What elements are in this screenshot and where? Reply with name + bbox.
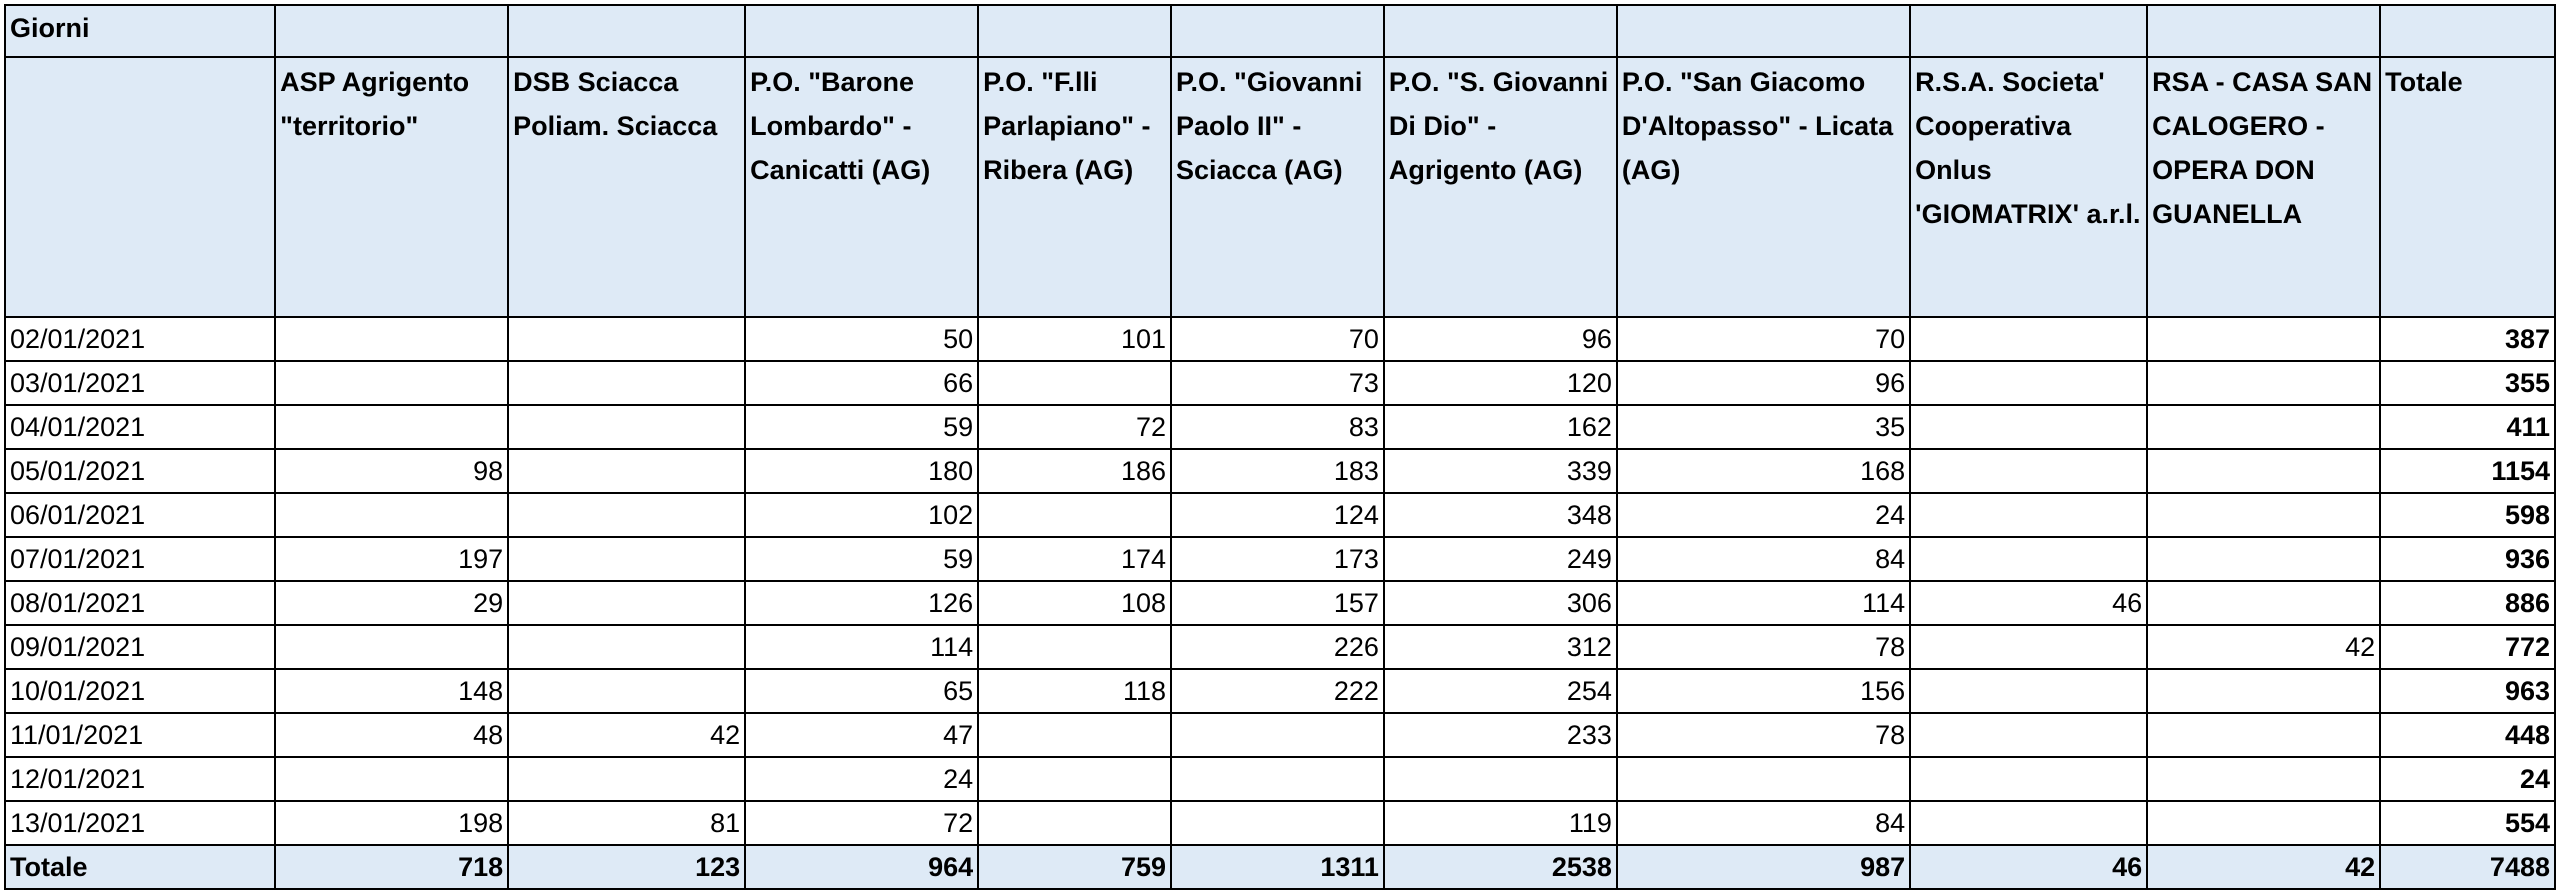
value-cell[interactable]: 29 xyxy=(275,581,508,625)
table-row xyxy=(5,669,2555,713)
value-cell[interactable] xyxy=(1910,493,2147,537)
row-total-cell[interactable]: 772 xyxy=(2380,625,2555,669)
value-cell[interactable]: 124 xyxy=(1171,493,1384,537)
value-cell[interactable]: 50 xyxy=(745,317,978,361)
row-total-cell[interactable]: 387 xyxy=(2380,317,2555,361)
column-header-rsa-san-calogero[interactable]: RSA - CASA SAN CALOGERO - OPERA DON GUANELLA xyxy=(2147,57,2380,317)
header-cell-blank[interactable] xyxy=(2380,5,2555,57)
value-cell[interactable] xyxy=(1910,713,2147,757)
value-cell[interactable] xyxy=(508,493,745,537)
row-total-cell[interactable]: 963 xyxy=(2380,669,2555,713)
column-header-po-canicatti[interactable]: P.O. "Barone Lombardo" - Canicatti (AG) xyxy=(745,57,978,317)
table-row xyxy=(5,449,2555,493)
value-cell[interactable]: 35 xyxy=(1617,405,1910,449)
column-total-cell[interactable]: 987 xyxy=(1617,845,1910,889)
value-cell[interactable]: 249 xyxy=(1384,537,1617,581)
value-cell[interactable]: 312 xyxy=(1384,625,1617,669)
value-cell[interactable]: 148 xyxy=(275,669,508,713)
value-cell[interactable] xyxy=(275,405,508,449)
value-cell[interactable]: 59 xyxy=(745,537,978,581)
value-cell[interactable]: 114 xyxy=(745,625,978,669)
value-cell[interactable] xyxy=(275,625,508,669)
value-cell[interactable]: 348 xyxy=(1384,493,1617,537)
value-cell[interactable] xyxy=(2147,801,2380,845)
value-cell[interactable]: 42 xyxy=(508,713,745,757)
value-cell[interactable] xyxy=(2147,537,2380,581)
date-cell[interactable]: 09/01/2021 xyxy=(5,625,275,669)
value-cell[interactable]: 84 xyxy=(1617,537,1910,581)
value-cell[interactable] xyxy=(275,493,508,537)
value-cell[interactable] xyxy=(508,669,745,713)
column-header-po-ribera[interactable]: P.O. "F.lli Parlapiano" - Ribera (AG) xyxy=(978,57,1171,317)
value-cell[interactable] xyxy=(978,361,1171,405)
value-cell[interactable]: 70 xyxy=(1171,317,1384,361)
value-cell[interactable] xyxy=(1910,361,2147,405)
header-row-top xyxy=(5,5,2555,57)
value-cell[interactable]: 101 xyxy=(978,317,1171,361)
value-cell[interactable] xyxy=(1171,713,1384,757)
column-header-totale[interactable]: Totale xyxy=(2380,57,2555,317)
value-cell[interactable] xyxy=(1384,757,1617,801)
value-cell[interactable]: 81 xyxy=(508,801,745,845)
value-cell[interactable] xyxy=(275,757,508,801)
date-cell[interactable]: 08/01/2021 xyxy=(5,581,275,625)
value-cell[interactable]: 254 xyxy=(1384,669,1617,713)
value-cell[interactable]: 222 xyxy=(1171,669,1384,713)
value-cell[interactable]: 306 xyxy=(1384,581,1617,625)
value-cell[interactable]: 173 xyxy=(1171,537,1384,581)
column-total-cell[interactable]: 718 xyxy=(275,845,508,889)
value-cell[interactable] xyxy=(508,317,745,361)
value-cell[interactable]: 78 xyxy=(1617,713,1910,757)
table-row xyxy=(5,361,2555,405)
value-cell[interactable]: 119 xyxy=(1384,801,1617,845)
date-cell[interactable]: 03/01/2021 xyxy=(5,361,275,405)
value-cell[interactable]: 42 xyxy=(2147,625,2380,669)
value-cell[interactable] xyxy=(2147,669,2380,713)
value-cell[interactable] xyxy=(508,581,745,625)
table-row xyxy=(5,493,2555,537)
row-total-cell[interactable]: 355 xyxy=(2380,361,2555,405)
value-cell[interactable] xyxy=(1910,537,2147,581)
value-cell[interactable]: 120 xyxy=(1384,361,1617,405)
value-cell[interactable] xyxy=(1171,757,1384,801)
value-cell[interactable]: 96 xyxy=(1617,361,1910,405)
value-cell[interactable]: 339 xyxy=(1384,449,1617,493)
value-cell[interactable]: 46 xyxy=(1910,581,2147,625)
column-header-asp-agrigento[interactable]: ASP Agrigento "territorio" xyxy=(275,57,508,317)
value-cell[interactable]: 183 xyxy=(1171,449,1384,493)
value-cell[interactable]: 162 xyxy=(1384,405,1617,449)
value-cell[interactable] xyxy=(508,405,745,449)
corner-label[interactable]: Giorni xyxy=(5,5,275,57)
value-cell[interactable]: 233 xyxy=(1384,713,1617,757)
value-cell[interactable]: 78 xyxy=(1617,625,1910,669)
value-cell[interactable] xyxy=(275,361,508,405)
totals-row xyxy=(5,845,2555,889)
row-total-cell[interactable]: 886 xyxy=(2380,581,2555,625)
value-cell[interactable] xyxy=(508,757,745,801)
date-cell[interactable]: 06/01/2021 xyxy=(5,493,275,537)
column-total-cell[interactable]: 759 xyxy=(978,845,1171,889)
date-cell[interactable]: 10/01/2021 xyxy=(5,669,275,713)
value-cell[interactable] xyxy=(1910,801,2147,845)
value-cell[interactable] xyxy=(1171,801,1384,845)
value-cell[interactable] xyxy=(978,757,1171,801)
value-cell[interactable]: 98 xyxy=(275,449,508,493)
value-cell[interactable]: 114 xyxy=(1617,581,1910,625)
value-cell[interactable]: 47 xyxy=(745,713,978,757)
row-total-cell[interactable]: 936 xyxy=(2380,537,2555,581)
header-cell-blank[interactable] xyxy=(1910,5,2147,57)
date-cell[interactable]: 12/01/2021 xyxy=(5,757,275,801)
value-cell[interactable]: 72 xyxy=(978,405,1171,449)
row-total-cell[interactable]: 598 xyxy=(2380,493,2555,537)
table-row xyxy=(5,801,2555,845)
value-cell[interactable] xyxy=(2147,317,2380,361)
value-cell[interactable]: 102 xyxy=(745,493,978,537)
value-cell[interactable]: 72 xyxy=(745,801,978,845)
date-cell[interactable]: 07/01/2021 xyxy=(5,537,275,581)
header-cell-blank[interactable] xyxy=(275,5,508,57)
value-cell[interactable] xyxy=(508,537,745,581)
value-cell[interactable] xyxy=(275,317,508,361)
value-cell[interactable]: 156 xyxy=(1617,669,1910,713)
value-cell[interactable] xyxy=(1910,757,2147,801)
value-cell[interactable] xyxy=(1910,317,2147,361)
date-cell[interactable]: 11/01/2021 xyxy=(5,713,275,757)
value-cell[interactable] xyxy=(2147,361,2380,405)
value-cell[interactable] xyxy=(2147,757,2380,801)
value-cell[interactable] xyxy=(2147,449,2380,493)
column-total-cell[interactable]: 42 xyxy=(2147,845,2380,889)
table-row xyxy=(5,405,2555,449)
table-row xyxy=(5,713,2555,757)
value-cell[interactable]: 66 xyxy=(745,361,978,405)
value-cell[interactable]: 198 xyxy=(275,801,508,845)
header-cell-blank[interactable] xyxy=(1384,5,1617,57)
column-header-po-agrigento[interactable]: P.O. "S. Giovanni Di Dio" - Agrigento (AG) xyxy=(1384,57,1617,317)
column-total-cell[interactable]: 123 xyxy=(508,845,745,889)
date-cell[interactable]: 02/01/2021 xyxy=(5,317,275,361)
row-total-cell[interactable]: 448 xyxy=(2380,713,2555,757)
value-cell[interactable]: 226 xyxy=(1171,625,1384,669)
value-cell[interactable]: 84 xyxy=(1617,801,1910,845)
column-total-cell[interactable]: 964 xyxy=(745,845,978,889)
header-cell-blank[interactable] xyxy=(745,5,978,57)
value-cell[interactable] xyxy=(2147,405,2380,449)
table-row xyxy=(5,537,2555,581)
value-cell[interactable] xyxy=(508,361,745,405)
value-cell[interactable]: 126 xyxy=(745,581,978,625)
value-cell[interactable] xyxy=(978,625,1171,669)
value-cell[interactable]: 24 xyxy=(745,757,978,801)
value-cell[interactable]: 168 xyxy=(1617,449,1910,493)
header-cell-blank[interactable] xyxy=(978,5,1171,57)
table-row xyxy=(5,317,2555,361)
value-cell[interactable]: 197 xyxy=(275,537,508,581)
column-total-cell[interactable]: 2538 xyxy=(1384,845,1617,889)
value-cell[interactable] xyxy=(2147,581,2380,625)
value-cell[interactable]: 180 xyxy=(745,449,978,493)
value-cell[interactable]: 96 xyxy=(1384,317,1617,361)
value-cell[interactable]: 73 xyxy=(1171,361,1384,405)
row-total-cell[interactable]: 554 xyxy=(2380,801,2555,845)
row-total-cell[interactable]: 411 xyxy=(2380,405,2555,449)
value-cell[interactable] xyxy=(1910,405,2147,449)
value-cell[interactable]: 48 xyxy=(275,713,508,757)
value-cell[interactable] xyxy=(978,493,1171,537)
date-cell[interactable]: 04/01/2021 xyxy=(5,405,275,449)
header-row-columns xyxy=(5,57,2555,317)
column-header-po-sciacca[interactable]: P.O. "Giovanni Paolo II" - Sciacca (AG) xyxy=(1171,57,1384,317)
totals-label[interactable]: Totale xyxy=(5,845,275,889)
table-row xyxy=(5,625,2555,669)
value-cell[interactable] xyxy=(1910,449,2147,493)
value-cell[interactable]: 24 xyxy=(1617,493,1910,537)
value-cell[interactable]: 157 xyxy=(1171,581,1384,625)
value-cell[interactable]: 70 xyxy=(1617,317,1910,361)
column-header-po-licata[interactable]: P.O. "San Giacomo D'Altopasso" - Licata (AG) xyxy=(1617,57,1910,317)
date-cell[interactable]: 05/01/2021 xyxy=(5,449,275,493)
value-cell[interactable] xyxy=(2147,493,2380,537)
column-total-cell[interactable]: 1311 xyxy=(1171,845,1384,889)
value-cell[interactable] xyxy=(1910,625,2147,669)
value-cell[interactable]: 118 xyxy=(978,669,1171,713)
spreadsheet-table xyxy=(4,4,2556,890)
value-cell[interactable]: 186 xyxy=(978,449,1171,493)
table-row xyxy=(5,757,2555,801)
grand-total-cell[interactable]: 7488 xyxy=(2380,845,2555,889)
value-cell[interactable] xyxy=(508,625,745,669)
header-cell-blank[interactable] xyxy=(1617,5,1910,57)
header-cell-blank[interactable] xyxy=(5,57,275,317)
date-cell[interactable]: 13/01/2021 xyxy=(5,801,275,845)
value-cell[interactable]: 174 xyxy=(978,537,1171,581)
value-cell[interactable]: 83 xyxy=(1171,405,1384,449)
column-total-cell[interactable]: 46 xyxy=(1910,845,2147,889)
column-header-dsb-sciacca[interactable]: DSB Sciacca Poliam. Sciacca xyxy=(508,57,745,317)
header-cell-blank[interactable] xyxy=(508,5,745,57)
value-cell[interactable]: 108 xyxy=(978,581,1171,625)
value-cell[interactable] xyxy=(508,449,745,493)
header-cell-blank[interactable] xyxy=(2147,5,2380,57)
value-cell[interactable] xyxy=(978,801,1171,845)
row-total-cell[interactable]: 1154 xyxy=(2380,449,2555,493)
value-cell[interactable] xyxy=(1617,757,1910,801)
value-cell[interactable]: 59 xyxy=(745,405,978,449)
value-cell[interactable]: 65 xyxy=(745,669,978,713)
row-total-cell[interactable]: 24 xyxy=(2380,757,2555,801)
value-cell[interactable] xyxy=(978,713,1171,757)
table-row xyxy=(5,581,2555,625)
value-cell[interactable] xyxy=(1910,669,2147,713)
column-header-rsa-giomatrix[interactable]: R.S.A. Societa' Cooperativa Onlus 'GIOMATRIX' a.r.l. xyxy=(1910,57,2147,317)
value-cell[interactable] xyxy=(2147,713,2380,757)
header-cell-blank[interactable] xyxy=(1171,5,1384,57)
